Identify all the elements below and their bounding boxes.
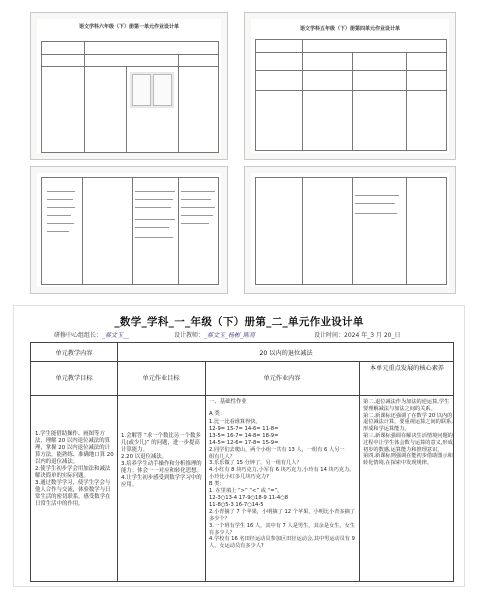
- work-content-line: 1.比一比看谁算得快。: [209, 419, 261, 425]
- unit-content-label: 单元教学内容: [55, 350, 93, 357]
- design-table: [30, 342, 454, 582]
- work-content-sub: A 类：: [209, 411, 226, 417]
- work-content-line: 3.一个班有学生 16 人，其中有 7 人是男生，其余是女生，女生有多少人？: [209, 522, 355, 536]
- date-field: [314, 330, 400, 339]
- work-content-line: 1. 在里填上 “>” “<” 或 “=”。: [209, 488, 283, 495]
- work-content-list: [209, 419, 357, 550]
- worksheet-sheet: [37, 19, 221, 153]
- sheet-title: 语文学科五年级（下）册第四单元作业设计单: [299, 26, 400, 32]
- work-content-line: B 类：: [209, 481, 225, 488]
- work-content-line: 12-3○13-4 17-9○18-9 11-4○8: [209, 494, 289, 501]
- worksheet-sheet: [251, 173, 449, 287]
- worksheet-sheet: [251, 19, 449, 153]
- workbook-photo: [130, 72, 174, 108]
- date-value: 2024 年_3 月 20_日: [344, 332, 401, 339]
- literacy-cell: 第二,退位减法作为加法的逆运算,学生要理解减法与加法之间的关系。 第二,新课标还强调了在数学 20 以内的退位减法计算，要重视运算之间的联系,形成和学运算能力。 第三,新课标强调在解决生活情境问题的过程中让学生体会数与运算的意义,形成初步的数感,运算能力和推理意识。 第四,新课标则强调在能初步借助图示和转化情境,在探索中发现规律。: [363, 399, 453, 467]
- work-content-line: 3.乐乐做了 15 分钟了，另一组有几人？: [209, 460, 302, 467]
- photo-top-left: [30, 12, 228, 160]
- work-content-line: 12-9= 15-7= 14-6= 11-8=: [209, 425, 279, 432]
- photo-middle-right: [244, 166, 456, 294]
- col-literacy-header: 本单元重点发展的核心素养: [369, 365, 445, 372]
- worksheet-table: [41, 41, 219, 153]
- teacher-label: 设计教师：: [174, 332, 205, 339]
- date-label: 设计时间：: [314, 332, 345, 339]
- work-content-line: 4.小红有 8 块巧克力,小军有 6 块巧克力,小玲有 14 块巧克力。小玲比小红多几块巧克力?: [209, 467, 355, 481]
- work-content-line: 2.小青摘了 7 个苹果，小明摘了 12 个苹果，小明比小青多摘了多少个？: [209, 508, 355, 522]
- goal-cell: 1.学生能借助操作、画图等方法，理解 20 以内退位减法的算理，掌握 20 以内退位减法的计算方法，能熟练、准确地口算 20 以内的退位减法。 2.使学生初步学会用加法和减法解决简单的实际问题。 3.通过数学学习，使学生学会与他人合作与交流，体验数学与日常生活的密切联系，感受数学在日常生活中的作用。: [35, 431, 114, 507]
- col-goal-header: 单元教学目标: [55, 375, 93, 382]
- work-content-line: 14-5= 12-6= 17-8= 15-9=: [209, 439, 279, 446]
- work-content-heading: 一、基础性作业: [209, 399, 247, 405]
- col-work-content-header: 单元作业内容: [263, 375, 301, 382]
- work-content-line: 11-8○5-3 16-7○14-5: [209, 501, 264, 508]
- photo-middle-left: [30, 166, 228, 294]
- teacher-field: [174, 330, 255, 339]
- main-document: [14, 306, 464, 586]
- work-content-line: 组有几人？: [209, 453, 235, 460]
- work-content-line: 13-5= 16-7= 14-8= 18-9=: [209, 432, 279, 439]
- sheet-title: 语文学科六年级（下）册第一单元作业设计单: [78, 24, 179, 30]
- worksheet-table: [255, 177, 447, 285]
- work-goal-cell: 1.会解答 “求一个数比另一个数多几(或少几)” 的问题，进一步提高计算能力。 2.20 以退位减法。 3.培养学生动手操作和分析推理的能力；体会一一对应和转化思想。 4.让学生初步感受到数学学习中的应用。: [121, 433, 202, 488]
- work-content-line: 2.同学们去爬山，两个小组一共有 13 人，一组有 6 人另一: [209, 446, 345, 453]
- leader-label: 研修中心组组长：: [54, 332, 103, 339]
- work-content-line: 4.学校有 16 名田径运动员参加区田径运动会,其中男运动员有 9 人，女运动员有多少人?: [209, 536, 355, 550]
- unit-content-value: 20 以内的退位减法: [259, 350, 313, 357]
- worksheet-table: [255, 39, 447, 151]
- col-work-goal-header: 单元作业目标: [142, 375, 180, 382]
- document-title: _数学_学科_一_年级（下）册第_二_单元作业设计单: [114, 316, 364, 328]
- leader-field: [54, 330, 129, 339]
- photo-top-right: [244, 12, 456, 160]
- worksheet-sheet: [37, 173, 221, 287]
- leader-value: _蔡文玉__: [102, 332, 130, 339]
- teacher-value: _蔡文玉_杨彬_陈亮: [204, 332, 256, 339]
